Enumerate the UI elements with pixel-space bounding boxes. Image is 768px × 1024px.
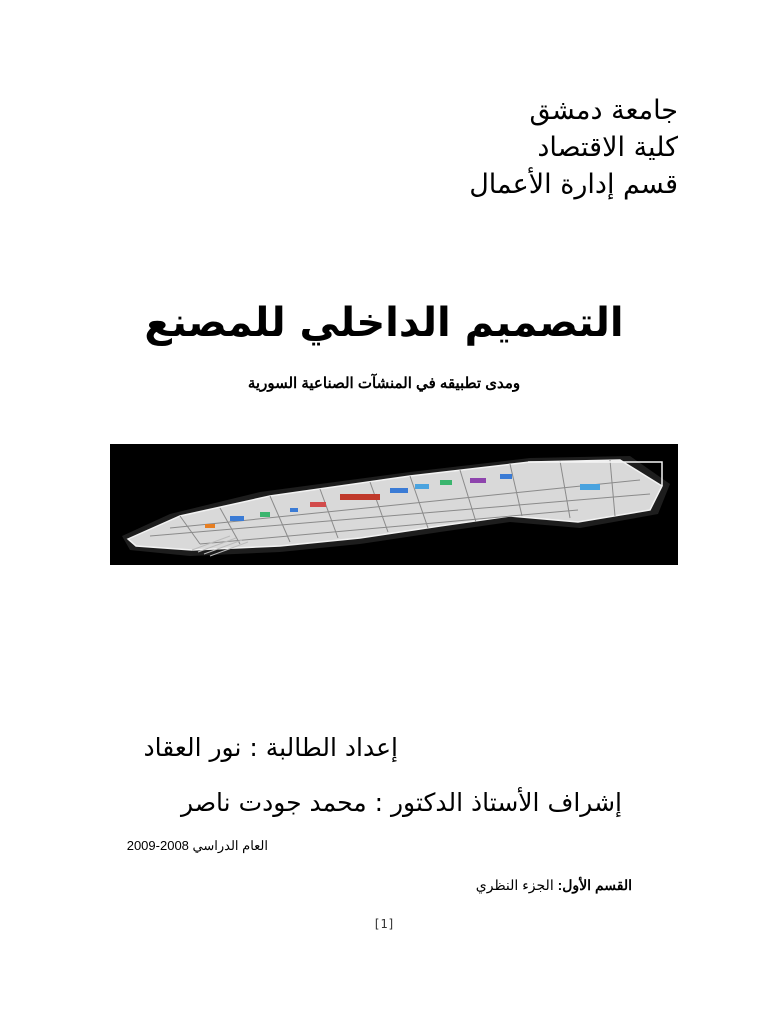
student-line: إعداد الطالبة : نور العقاد	[143, 733, 398, 762]
document-title: التصميم الداخلي للمصنع	[144, 300, 624, 346]
section-heading	[476, 877, 632, 894]
subtitle-text: ومدى تطبيقه في المنشآت الصناعية السورية	[247, 375, 521, 392]
university-name: جامعة دمشق	[529, 95, 678, 126]
section-value: الجزء النظري	[475, 877, 558, 893]
academic-year: العام الدراسي 2008-2009	[126, 838, 268, 853]
institution-header	[469, 92, 678, 203]
page-number: [1]	[373, 917, 395, 931]
department-name: قسم إدارة الأعمال	[469, 169, 678, 200]
faculty-name: كلية الاقتصاد	[537, 132, 678, 163]
supervisor-line: إشراف الأستاذ الدكتور : محمد جودت ناصر	[181, 788, 622, 817]
factory-layout-image	[110, 444, 678, 565]
document-subtitle	[0, 374, 768, 392]
section-label: القسم الأول:	[557, 877, 632, 893]
